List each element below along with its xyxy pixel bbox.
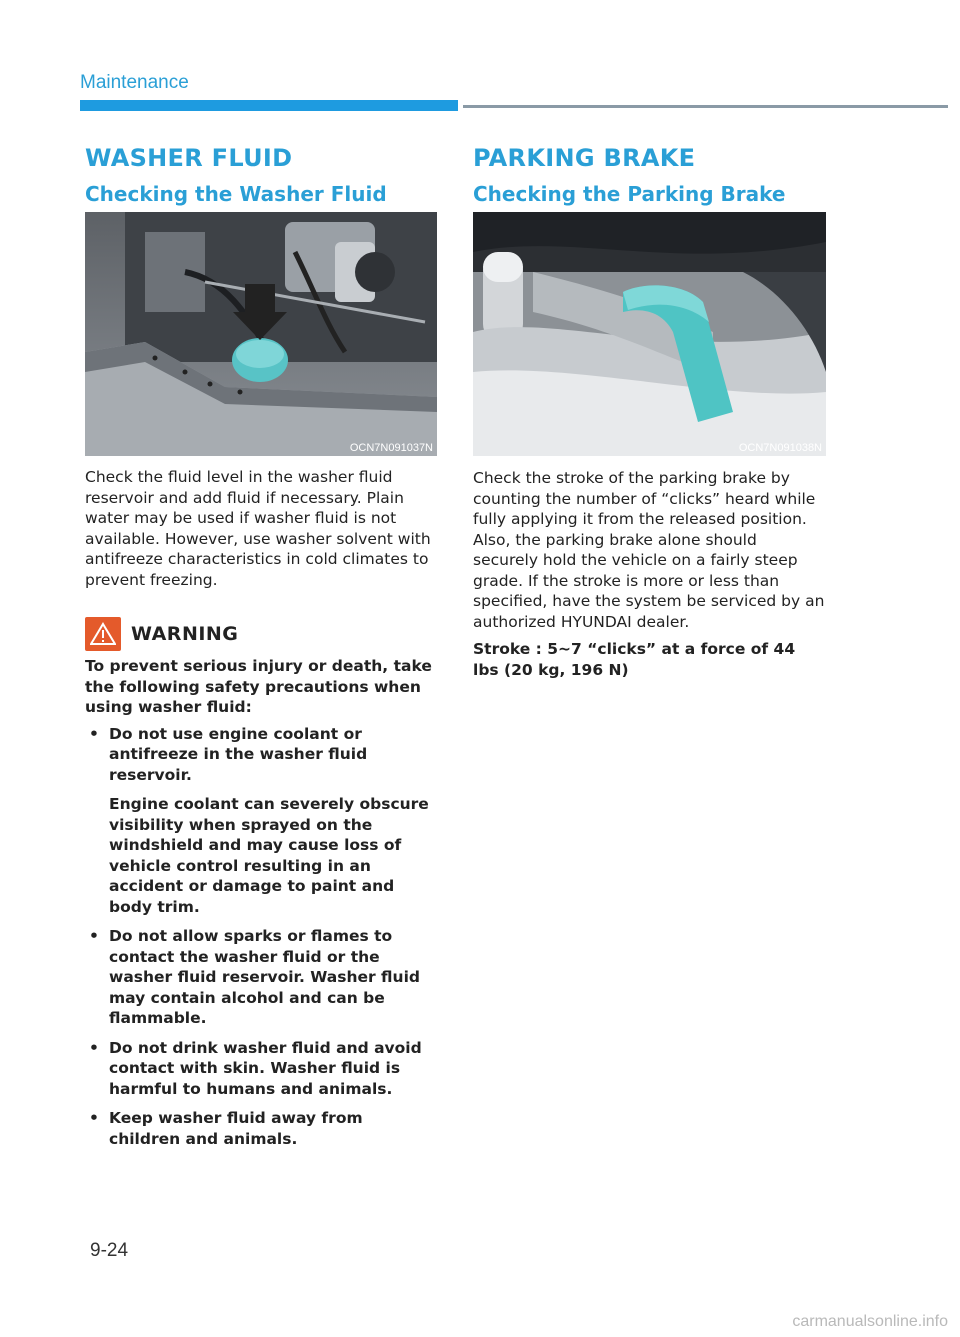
parking-brake-title: PARKING BRAKE bbox=[473, 144, 696, 172]
washer-fluid-column bbox=[85, 140, 437, 1158]
washer-reservoir-illustration bbox=[85, 212, 437, 456]
parking-brake-illustration bbox=[473, 212, 826, 456]
list-item: • Do not allow sparks or flames to contact the washer fluid or the washer fluid reservoir. Washer fluid may contain alcohol and can be flammable. bbox=[89, 927, 420, 1027]
washer-fluid-subtitle: Checking the Washer Fluid bbox=[85, 182, 387, 206]
warning-title: WARNING bbox=[131, 623, 239, 645]
warning-icon bbox=[85, 617, 121, 651]
washer-fluid-body: Check the fluid level in the washer fluid reservoir and add fluid if necessary. Plain water may be used if washer fluid is not available. However, use washer solvent with antifreeze characteristics in cold climates to prevent freezing. bbox=[85, 468, 431, 589]
figure-code: OCN7N091038N bbox=[738, 442, 822, 454]
header-rule-gray bbox=[463, 105, 948, 108]
header-rule-blue bbox=[80, 100, 458, 111]
parking-brake-figure bbox=[473, 212, 826, 456]
page-number: 9-24 bbox=[90, 1240, 129, 1261]
parking-brake-stroke: Stroke : 5~7 “clicks” at a force of 44 lbs (20 kg, 196 N) bbox=[473, 640, 796, 679]
list-item: • Keep washer fluid away from children and animals. bbox=[89, 1109, 363, 1148]
figure-code: OCN7N091037N bbox=[349, 442, 433, 454]
washer-fluid-title: WASHER FLUID bbox=[85, 144, 293, 172]
washer-reservoir-figure bbox=[85, 212, 437, 456]
list-item: • Do not use engine coolant or antifreeze in the washer fluid reservoir. Engine coolant can severely obscure visibility when sprayed on the windshield and may cause loss of vehicle control resulting in an accident or damage to paint and body trim. bbox=[89, 724, 429, 916]
parking-brake-subtitle: Checking the Parking Brake bbox=[473, 182, 786, 206]
parking-brake-body: Check the stroke of the parking brake by counting the number of “clicks” heard while fully applying it from the released position. Also, the parking brake alone should securely hold the vehicle on a fairly steep grade. If the stroke is more or less than specified, have the system be serviced by an authorized HYUNDAI dealer. bbox=[473, 469, 825, 631]
watermark: carmanualsonline.info bbox=[792, 1313, 948, 1330]
section-label: Maintenance bbox=[80, 72, 189, 93]
parking-brake-column bbox=[473, 140, 826, 680]
warning-intro: To prevent serious injury or death, take the following safety precautions when using washer fluid: bbox=[85, 657, 432, 716]
warning-list bbox=[85, 724, 437, 1150]
warning-header bbox=[85, 616, 437, 652]
list-item: • Do not drink washer fluid and avoid contact with skin. Washer fluid is harmful to humans and animals. bbox=[89, 1038, 422, 1098]
